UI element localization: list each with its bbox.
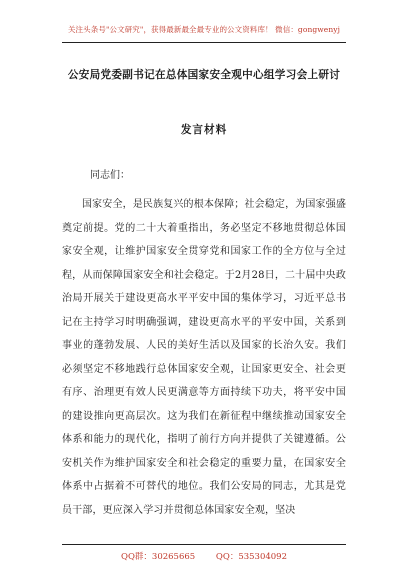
footer xyxy=(0,550,408,562)
header-note: 关注头条号"公文研究"，获得最新最全最专业的公文资料库！ 微信：gongwenyj xyxy=(67,25,341,34)
body-paragraph: 国家安全，是民族复兴的根本保障；社会稳定，为国家强盛奠定前提。党的二十大着重指出，务必坚定不移地贯彻总体国家安全观，让维护国家安全贯穿党和国家工作的全方位与全过程，从而保障国家安全和社会稳定。于2月28日，二十届中央政治局开展关于建设更高水平平安中国的集体学习，习近平总书记在主持学习时明确强调，建设更高水平的平安中国，关系到事业的蓬勃发展、人民的美好生活以及国家的长治久安。我们必须坚定不移地践行总体国家安全观，让国家更安全、社会更有序、治理更有效人民更满意等方面持续下功夫，将平安中国的建设推向更高层次。这为我们在新征程中继续推动国家安全体系和能力的现代化，指明了前行方向并提供了关键遵循。公安机关作为维护国家安全和社会稳定的重要力量，在国家安全体系中占据着不可替代的地位。我们公安局的同志，尤其是党员干部，更应深入学习并贯彻总体国家安全观，坚决 xyxy=(62,199,346,516)
document-subtitle: 发言材料 xyxy=(180,124,228,136)
footer-divider xyxy=(62,544,346,545)
document-title: 公安局党委副书记在总体国家安全观中心组学习会上研讨 xyxy=(67,69,341,81)
header-divider xyxy=(62,42,346,43)
salutation: 同志们： xyxy=(90,170,130,181)
footer-qq: QQ：535304092 xyxy=(215,552,287,562)
footer-qq-group: QQ群：30265665 xyxy=(120,552,196,562)
